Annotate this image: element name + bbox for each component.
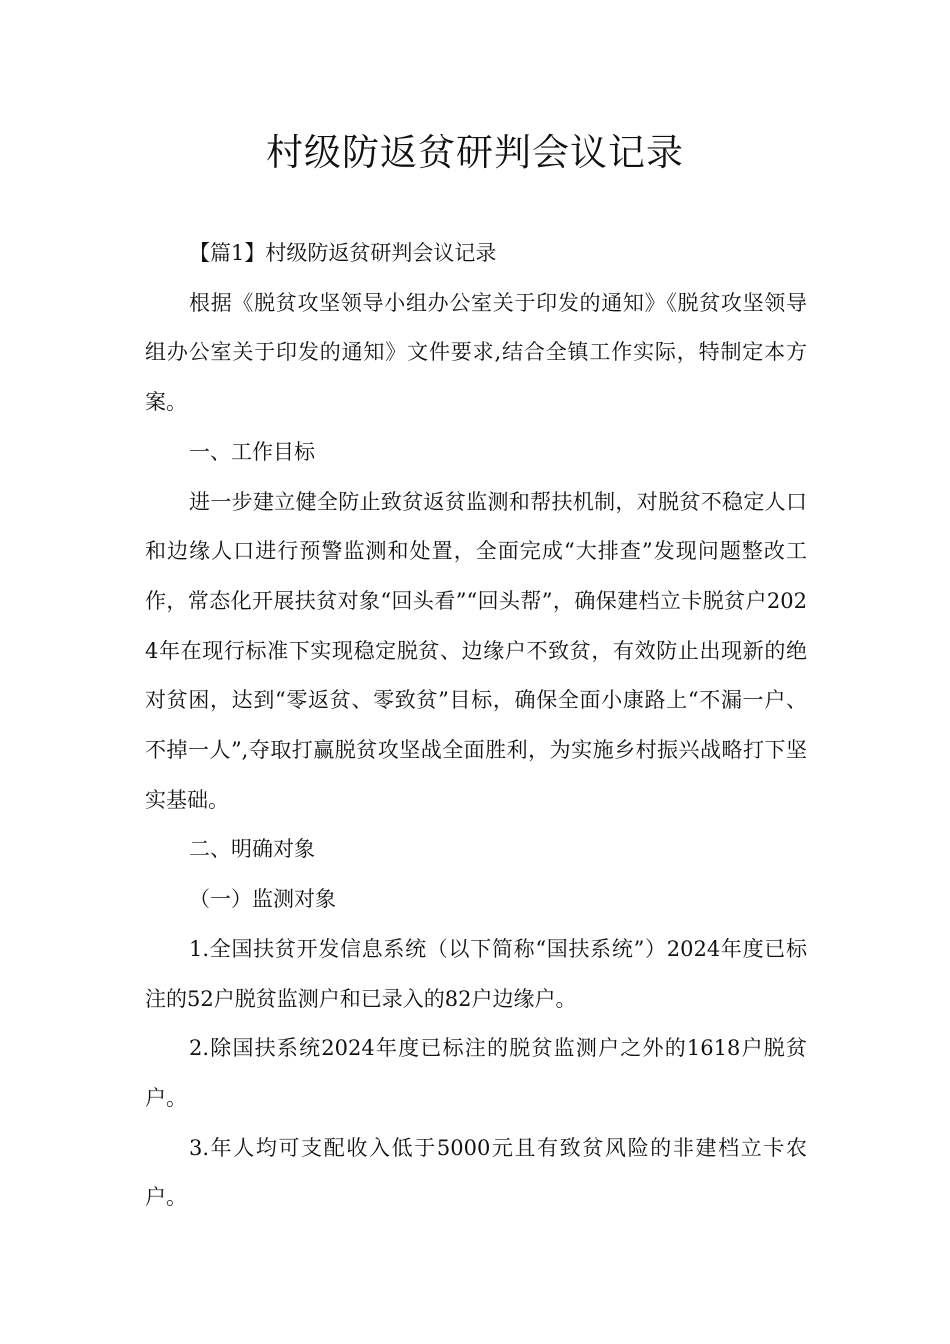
paragraph-work-goal: 进一步建立健全防止致贫返贫监测和帮扶机制，对脱贫不稳定人口和边缘人口进行预警监测和处置，全面完成“大排查”发现问题整改工作，常态化开展扶贫对象“回头看”“回头帮”，确保建档立卡脱贫户2024年在现行标准下实现稳定脱贫、边缘户不致贫，有效防止出现新的绝对贫困，达到“零返贫、零致贫”目标，确保全面小康路上“不漏一户、不掉一人”,夺取打赢脱贫攻坚战全面胜利，为实施乡村振兴战略打下坚实基础。 [145,489,807,812]
paragraph-section-label: 【篇1】村级防返贫研判会议记录 [189,241,497,265]
heading-monitoring-targets: （一）监测对象 [189,887,336,912]
list-item-2: 2.除国扶系统2024年度已标注的脱贫监测户之外的1618户脱贫户。 [145,1036,807,1110]
heading-work-goal: 一、工作目标 [189,439,315,464]
document-title: 村级防返贫研判会议记录 [266,131,684,174]
heading-clear-targets: 二、明确对象 [189,837,315,862]
document-body [145,229,807,1223]
list-item-1: 1.全国扶贫开发信息系统（以下简称“国扶系统”）2024年度已标注的52户脱贫监测户和已录入的82户边缘户。 [145,936,807,1011]
list-item-3: 3.年人均可支配收入低于5000元且有致贫风险的非建档立卡农户。 [145,1135,807,1210]
paragraph-intro: 根据《脱贫攻坚领导小组办公室关于印发的通知》《脱贫攻坚领导组办公室关于印发的通知》文件要求,结合全镇工作实际，特制定本方案。 [145,290,807,415]
